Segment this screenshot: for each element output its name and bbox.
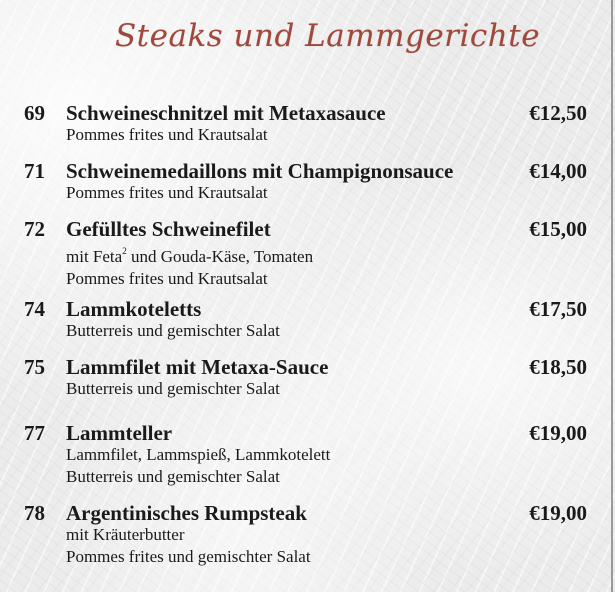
item-description: Pommes frites und Krautsalat [66,183,268,202]
item-description: Lammfilet, Lammspieß, Lammkotelett [66,445,331,464]
item-price: €19,00 [529,501,587,525]
item-number: 78 [24,501,45,525]
item-price: €18,50 [529,355,587,379]
item-name: Schweineschnitzel mit Metaxasauce [66,101,386,125]
item-name: Gefülltes Schweinefilet [66,217,271,241]
item-price: €12,50 [529,101,587,125]
item-name: Argentinisches Rumpsteak [66,501,307,525]
item-name: Lammfilet mit Metaxa-Sauce [66,355,329,379]
item-number: 77 [24,421,45,445]
item-name: Lammkoteletts [66,297,202,321]
item-description: Butterreis und gemischter Salat [66,467,280,486]
item-number: 75 [24,355,45,379]
item-description: Pommes frites und gemischter Salat [66,547,311,566]
page-edge-divider [611,0,613,592]
item-name: Lammteller [66,421,173,445]
item-description: Pommes frites und Krautsalat [66,269,268,288]
menu-section-title: Steaks und Lammgerichte [114,18,541,54]
item-number: 69 [24,101,45,125]
item-description: mit Kräuterbutter [66,525,185,544]
item-price: €17,50 [529,297,587,321]
allergen-footnote: 2 [122,246,127,256]
item-name: Schweinemedaillons mit Champignonsauce [66,159,454,183]
item-number: 74 [24,297,45,321]
item-description: Pommes frites und Krautsalat [66,125,268,144]
item-price: €15,00 [529,217,587,241]
item-description: Butterreis und gemischter Salat [66,321,280,340]
item-number: 71 [24,159,45,183]
item-price: €14,00 [529,159,587,183]
item-description: mit Feta$^2$ und Gouda-Käse, Tomaten [66,246,314,266]
item-description: Butterreis und gemischter Salat [66,379,280,398]
item-number: 72 [24,217,45,241]
item-price: €19,00 [529,421,587,445]
